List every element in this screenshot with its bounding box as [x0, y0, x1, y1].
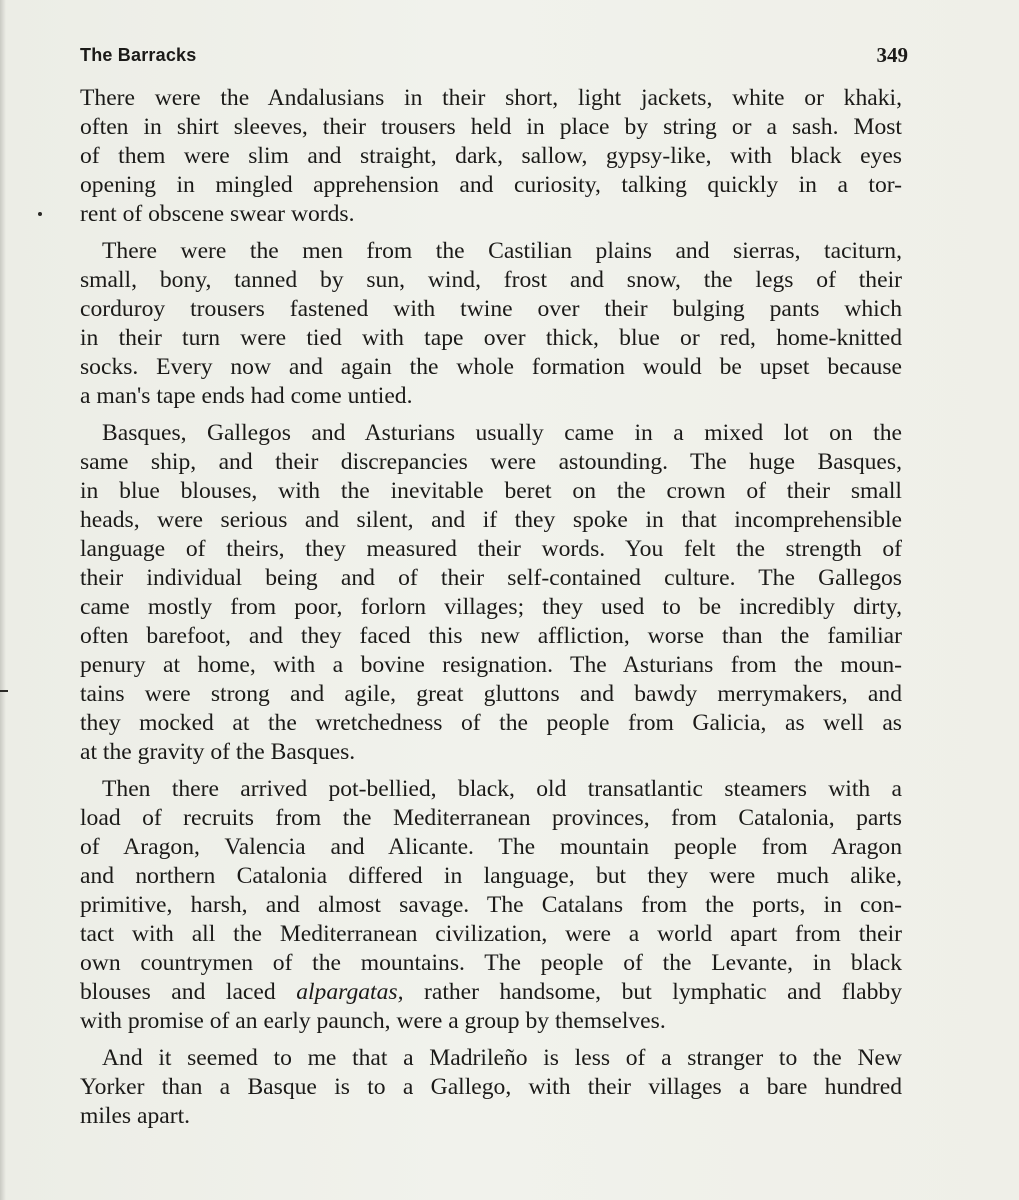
- paragraph-basques-gallegos-asturians: [80, 419, 902, 767]
- text-line: Then there arrived pot-bellied, black, old transatlantic steamers with a: [102, 776, 902, 802]
- text-line: own countrymen of the mountains. The people of the Levante, in black: [80, 950, 902, 976]
- text-fragment: blouses and laced: [80, 979, 297, 1005]
- text-line: rent of obscene swear words.: [80, 201, 355, 227]
- text-line: often in shirt sleeves, their trousers held in place by string or a sash. Most: [80, 114, 902, 140]
- text-line: in their turn were tied with tape over thick, blue or red, home-knitted: [80, 325, 902, 351]
- text-line: their individual being and of their self-contained culture. The Gallegos: [80, 565, 902, 591]
- text-line: heads, were serious and silent, and if they spoke in that incomprehensible: [80, 507, 902, 533]
- text-line: tains were strong and agile, great gluttons and bawdy merrymakers, and: [80, 681, 902, 707]
- text-line: Yorker than a Basque is to a Gallego, with their villages a bare hundred: [80, 1074, 902, 1100]
- paragraph-andalusians: [80, 84, 902, 229]
- italic-term: alpargatas,: [296, 979, 404, 1005]
- text-line: small, bony, tanned by sun, wind, frost and snow, the legs of their: [80, 267, 902, 293]
- margin-dash-mark: [0, 690, 8, 692]
- text-line: language of theirs, they measured their words. You felt the strength of: [80, 536, 902, 562]
- paragraph-castilians: [80, 237, 902, 411]
- text-line: with promise of an early paunch, were a group by themselves.: [80, 1008, 666, 1034]
- paragraph-mediterranean-recruits: [80, 775, 902, 1036]
- page-number: 349: [876, 43, 908, 67]
- text-line: penury at home, with a bovine resignation. The Asturians from the moun-: [80, 652, 902, 678]
- text-line: primitive, harsh, and almost savage. The Catalans from the ports, in con-: [80, 892, 902, 918]
- running-head: [80, 43, 910, 73]
- text-line: There were the men from the Castilian plains and sierras, taciturn,: [102, 238, 902, 264]
- page-edge-shadow: [0, 0, 6, 1200]
- running-title: The Barracks: [80, 45, 197, 65]
- text-line: There were the Andalusians in their short, light jackets, white or khaki,: [80, 85, 902, 111]
- body-text: [80, 84, 902, 1139]
- text-line: of them were slim and straight, dark, sallow, gypsy-like, with black eyes: [80, 143, 902, 169]
- text-line: opening in mingled apprehension and curiosity, talking quickly in a tor-: [80, 172, 902, 198]
- text-line: of Aragon, Valencia and Alicante. The mountain people from Aragon: [80, 834, 902, 860]
- text-line: corduroy trousers fastened with twine over their bulging pants which: [80, 296, 902, 322]
- text-line: tact with all the Mediterranean civilization, were a world apart from their: [80, 921, 902, 947]
- text-line: socks. Every now and again the whole formation would be upset because: [80, 354, 902, 380]
- text-line: at the gravity of the Basques.: [80, 739, 356, 765]
- text-line-with-italic: [80, 978, 902, 1007]
- text-line: in blue blouses, with the inevitable beret on the crown of their small: [80, 478, 902, 504]
- text-line: they mocked at the wretchedness of the people from Galicia, as well as: [80, 710, 902, 736]
- text-line: same ship, and their discrepancies were astounding. The huge Basques,: [80, 449, 902, 475]
- margin-dot-mark: [38, 212, 42, 216]
- text-line: a man's tape ends had come untied.: [80, 383, 413, 409]
- text-line: miles apart.: [80, 1103, 191, 1129]
- text-line: And it seemed to me that a Madrileño is less of a stranger to the New: [102, 1045, 902, 1071]
- text-line: and northern Catalonia differed in language, but they were much alike,: [80, 863, 902, 889]
- text-line: load of recruits from the Mediterranean provinces, from Catalonia, parts: [80, 805, 902, 831]
- text-line: often barefoot, and they faced this new affliction, worse than the familiar: [80, 623, 902, 649]
- text-line: came mostly from poor, forlorn villages; they used to be incredibly dirty,: [80, 594, 902, 620]
- paragraph-madrileno: [80, 1044, 902, 1131]
- text-fragment: rather handsome, but lymphatic and flabby: [403, 979, 903, 1005]
- text-line: Basques, Gallegos and Asturians usually came in a mixed lot on the: [102, 420, 902, 446]
